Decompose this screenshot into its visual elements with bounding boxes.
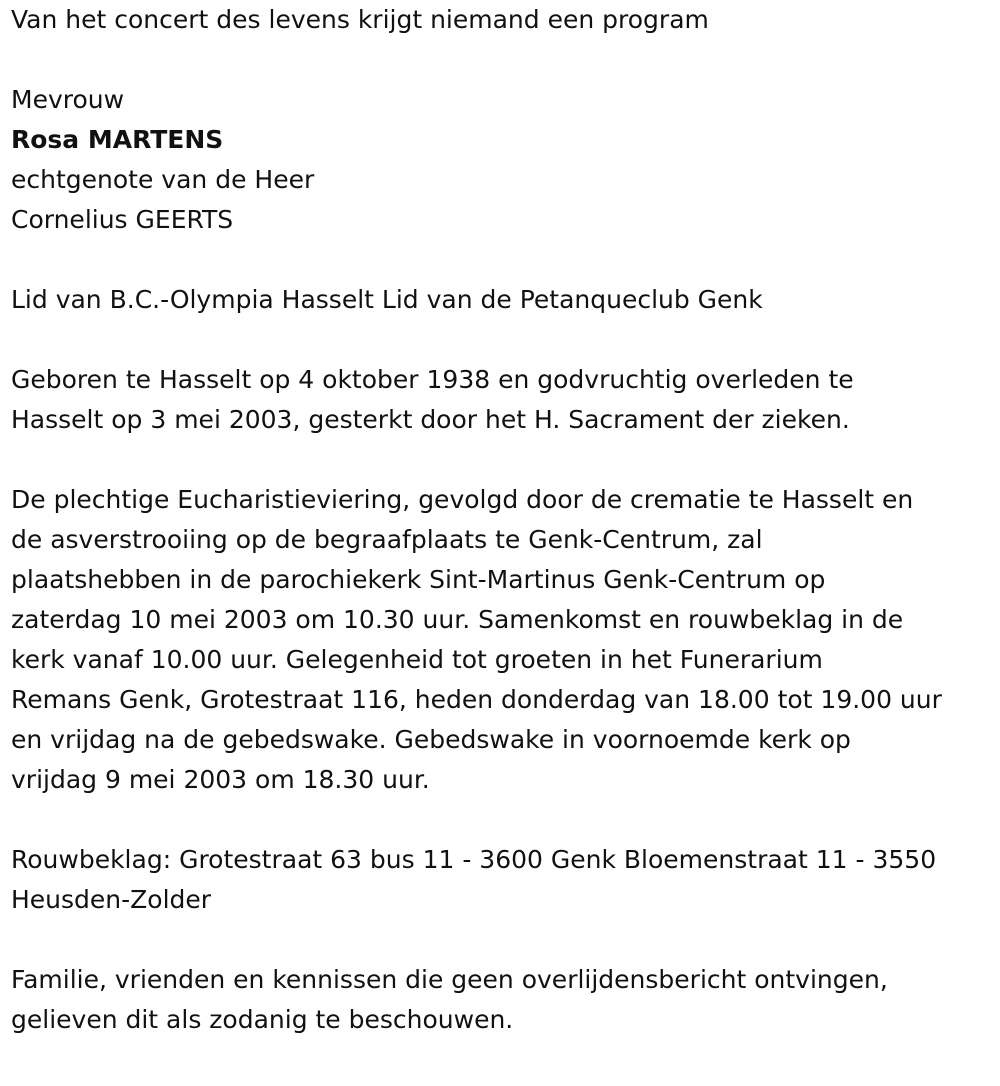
spacer [11, 800, 986, 840]
paragraph-line: plaatshebben in de parochiekerk Sint-Martinus Genk-Centrum op [11, 565, 826, 594]
spacer [11, 440, 986, 480]
birth-death-paragraph [11, 360, 986, 440]
paragraph-line: Heusden-Zolder [11, 885, 212, 914]
spacer [11, 40, 986, 80]
motto: Van het concert des levens krijgt niemand een program [11, 5, 709, 34]
paragraph-line: kerk vanaf 10.00 uur. Gelegenheid tot groeten in het Funerarium [11, 645, 823, 674]
deceased-name: Rosa MARTENS [11, 125, 224, 154]
closing-paragraph [11, 960, 986, 1040]
ceremony-paragraph [11, 480, 986, 800]
spacer [11, 920, 986, 960]
paragraph-line: zaterdag 10 mei 2003 om 10.30 uur. Samenkomst en rouwbeklag in de [11, 605, 904, 634]
paragraph-line: Remans Genk, Grotestraat 116, heden donderdag van 18.00 tot 19.00 uur [11, 685, 942, 714]
paragraph-line: Familie, vrienden en kennissen die geen overlijdensbericht ontvingen, [11, 965, 888, 994]
spouse-name: Cornelius GEERTS [11, 205, 234, 234]
paragraph-line: Hasselt op 3 mei 2003, gesterkt door het H. Sacrament der zieken. [11, 405, 850, 434]
spacer [11, 320, 986, 360]
paragraph-line: De plechtige Eucharistieviering, gevolgd door de crematie te Hasselt en [11, 485, 914, 514]
obituary-document [11, 0, 986, 1040]
memberships: Lid van B.C.-Olympia Hasselt Lid van de Petanqueclub Genk [11, 285, 763, 314]
spouse-label: echtgenote van de Heer [11, 165, 315, 194]
paragraph-line: Rouwbeklag: Grotestraat 63 bus 11 - 3600 Genk Bloemenstraat 11 - 3550 [11, 845, 937, 874]
salutation: Mevrouw [11, 85, 125, 114]
paragraph-line: Geboren te Hasselt op 4 oktober 1938 en godvruchtig overleden te [11, 365, 854, 394]
paragraph-line: vrijdag 9 mei 2003 om 18.30 uur. [11, 765, 430, 794]
paragraph-line: de asverstrooiing op de begraafplaats te Genk-Centrum, zal [11, 525, 763, 554]
paragraph-line: gelieven dit als zodanig te beschouwen. [11, 1005, 514, 1034]
condolences-paragraph [11, 840, 986, 920]
spacer [11, 240, 986, 280]
paragraph-line: en vrijdag na de gebedswake. Gebedswake in voornoemde kerk op [11, 725, 851, 754]
